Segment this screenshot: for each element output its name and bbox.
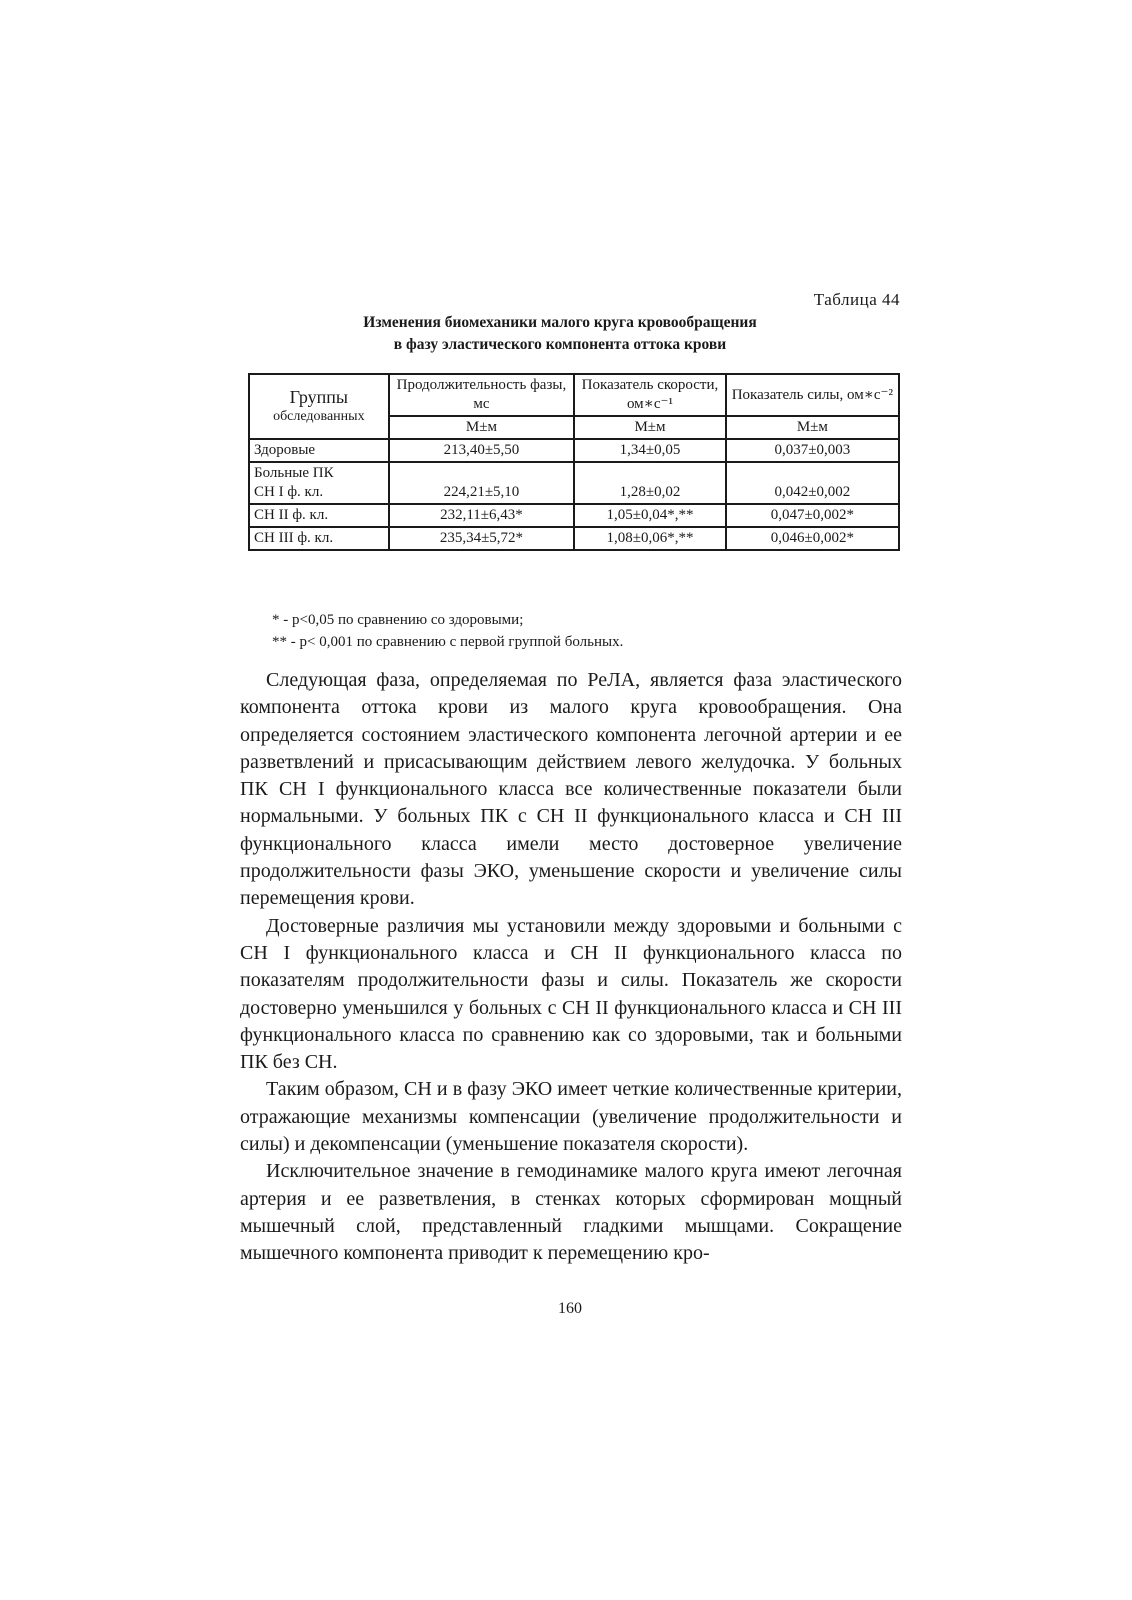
table-title-line-1: Изменения биомеханики малого круга кровообращения: [363, 314, 757, 331]
data-table: [248, 373, 900, 551]
cell-speed: 1,28±0,02: [574, 462, 726, 504]
cell-force: 0,042±0,002: [726, 462, 899, 504]
table-title-line-2: в фазу эластического компонента оттока крови: [393, 336, 727, 353]
footnote: ** - р< 0,001 по сравнению с первой группой больных.: [272, 634, 624, 650]
header-speed: Показатель скорости, ом∗с⁻¹: [574, 374, 726, 416]
row-group: Здоровые: [249, 439, 389, 462]
stat-label: M±м: [574, 416, 726, 439]
row-group: СН III ф. кл.: [249, 527, 389, 550]
cell-force: 0,037±0,003: [726, 439, 899, 462]
stat-label: M±м: [726, 416, 899, 439]
cell-force: 0,047±0,002*: [726, 504, 899, 527]
table-row: [249, 504, 899, 527]
cell-speed: 1,34±0,05: [574, 439, 726, 462]
paragraph: Исключительное значение в гемодинамике малого круга имеют легочная артерия и ее разветвления, в стенках которых сформирован мощный мышечный слой, представленный гладкими мышцами. Сокращение мышечного компонента приводит к перемещению кро-: [240, 1160, 902, 1265]
table-row: [249, 439, 899, 462]
table-footnotes: [272, 609, 892, 653]
paragraph: Достоверные различия мы установили между здоровыми и больными с СН I функционального класса и СН II функционального класса по показателям продолжительности фазы и силы. Показатель же скорости достоверно уменьшился у больных с СН II функционального класса и СН III функционального класса по сравнению как со здоровыми, так и больными ПК без СН.: [240, 914, 902, 1074]
cell-speed: 1,08±0,06*,**: [574, 527, 726, 550]
row-group: СН II ф. кл.: [249, 504, 389, 527]
table-number: Таблица 44: [813, 290, 900, 309]
header-force: Показатель силы, ом∗с⁻²: [726, 374, 899, 416]
header-groups: Группы обследованных: [249, 374, 389, 439]
cell-force: 0,046±0,002*: [726, 527, 899, 550]
cell-duration: 224,21±5,10: [389, 462, 575, 504]
body-text: [240, 667, 902, 1268]
row-group: Больные ПК СН I ф. кл.: [249, 462, 389, 504]
paragraph: Таким образом, СН и в фазу ЭКО имеет четкие количественные критерии, отражающие механизмы компенсации (увеличение продолжительности и силы) и декомпенсации (уменьшение показателя скорости).: [240, 1078, 902, 1156]
cell-duration: 235,34±5,72*: [389, 527, 575, 550]
page-number: 160: [558, 1300, 582, 1317]
footnote: * - р<0,05 по сравнению со здоровыми;: [272, 612, 524, 628]
cell-duration: 232,11±6,43*: [389, 504, 575, 527]
table-title: [280, 312, 840, 356]
stat-label: M±м: [389, 416, 575, 439]
table-row: [249, 527, 899, 550]
table-row: [249, 462, 899, 504]
cell-duration: 213,40±5,50: [389, 439, 575, 462]
cell-speed: 1,05±0,04*,**: [574, 504, 726, 527]
paragraph: Следующая фаза, определяемая по РеЛА, является фаза эластического компонента оттока крови из малого круга кровообращения. Она определяется состоянием эластического компонента легочной артерии и ее разветвлений и присасывающим действием левого желудочка. У больных ПК СН I функционального класса все количественные показатели были нормальными. У больных ПК с СН II функционального класса и СН III функционального класса имели место достоверное увеличение продолжительности фазы ЭКО, уменьшение скорости и увеличение силы перемещения крови.: [240, 669, 902, 910]
header-duration: Продолжительность фазы, мс: [389, 374, 575, 416]
table-header-row: [249, 374, 899, 416]
